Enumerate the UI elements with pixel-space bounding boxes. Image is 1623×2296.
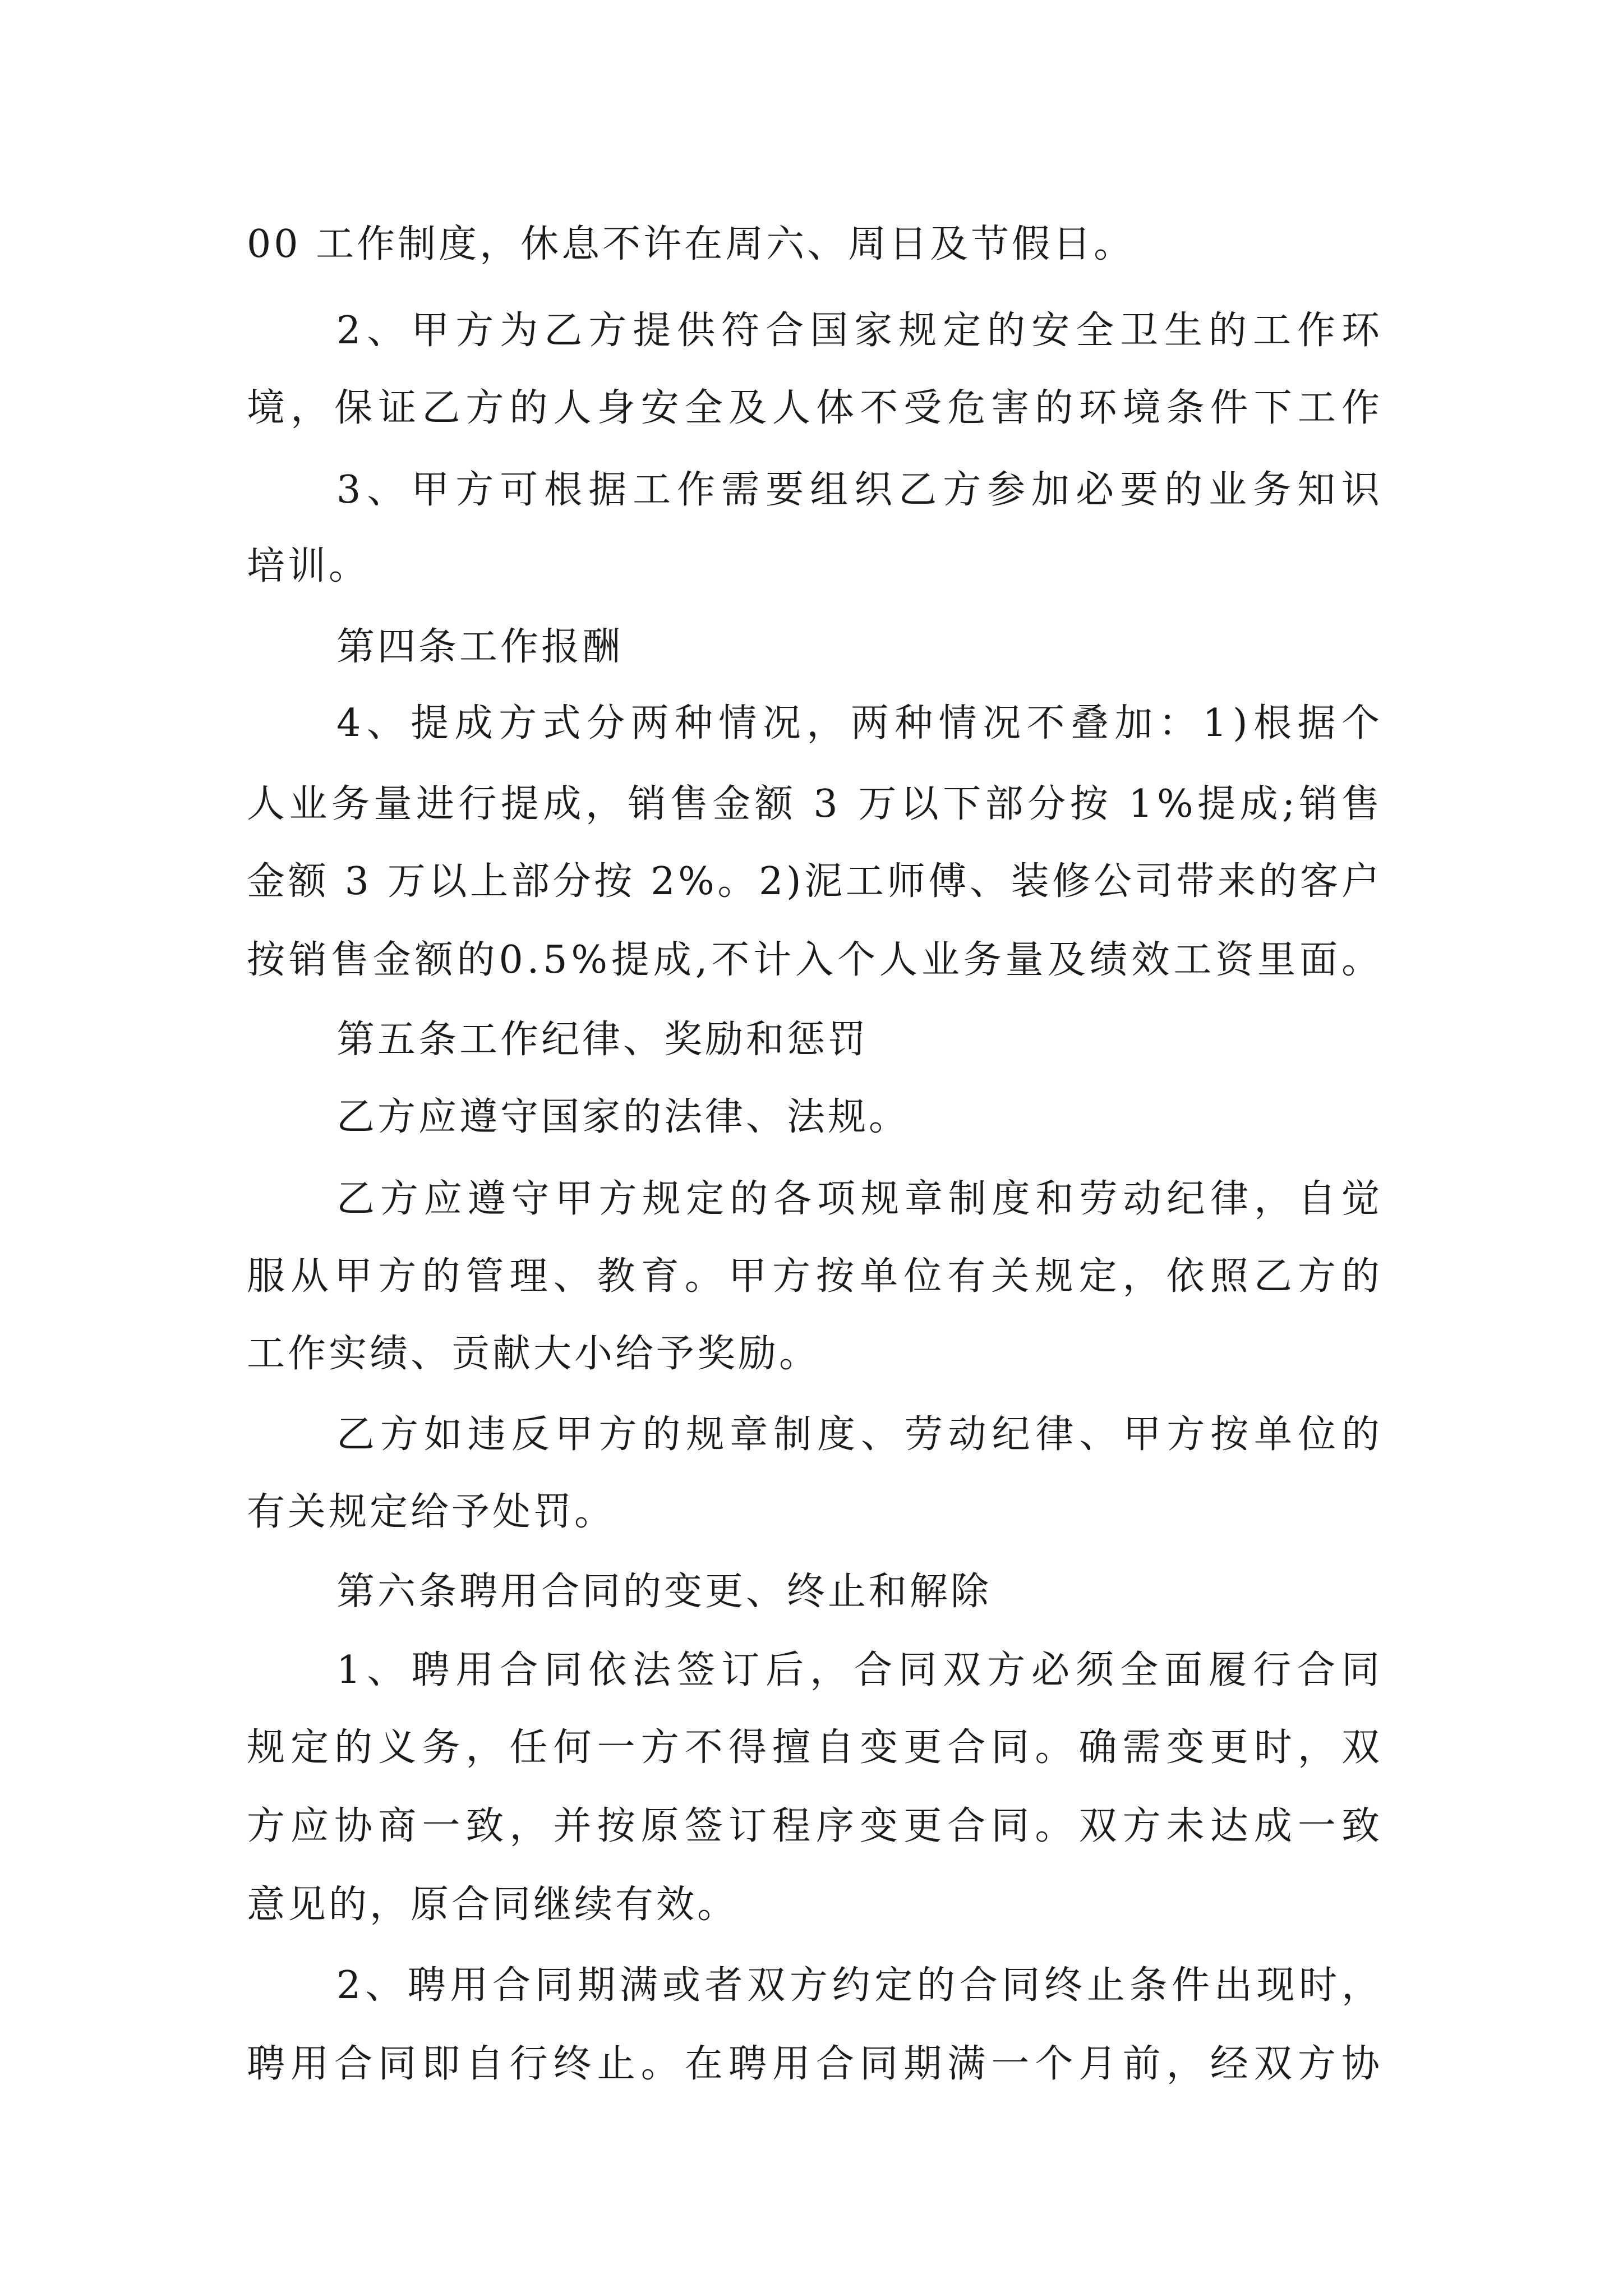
document-line: 2、甲方为乙方提供符合国家规定的安全卫生的工作环 <box>336 309 1386 353</box>
document-line: 境，保证乙方的人身安全及人体不受危害的环境条件下工作 <box>247 386 1386 430</box>
document-line: 意见的，原合同继续有效。 <box>247 1883 739 1927</box>
document-line: 聘用合同即自行终止。在聘用合同期满一个月前，经双方协 <box>247 2042 1386 2086</box>
document-line: 按销售金额的0.5%提成,不计入个人业务量及绩效工资里面。 <box>247 938 1384 982</box>
document-line: 第六条聘用合同的变更、终止和解除 <box>336 1570 992 1614</box>
document-line: 第四条工作报酬 <box>336 625 624 669</box>
document-line: 2、聘用合同期满或者双方约定的合同终止条件出现时， <box>336 1963 1384 2008</box>
document-line: 4、提成方式分两种情况，两种情况不叠加：1)根据个 <box>336 701 1386 746</box>
document-line: 工作实绩、贡献大小给予奖励。 <box>247 1332 820 1376</box>
document-line: 培训。 <box>247 544 370 588</box>
document-line: 第五条工作纪律、奖励和惩罚 <box>336 1018 869 1062</box>
document-line: 服从甲方的管理、教育。甲方按单位有关规定，依照乙方的 <box>247 1254 1386 1299</box>
document-line: 乙方应遵守甲方规定的各项规章制度和劳动纪律，自觉 <box>336 1177 1385 1221</box>
document-line: 00 工作制度，休息不许在周六、周日及节假日。 <box>247 222 1135 266</box>
document-line: 金额 3 万以上部分按 2%。2)泥工师傅、装修公司带来的客户 <box>247 859 1383 904</box>
document-line: 有关规定给予处罚。 <box>247 1490 616 1534</box>
document-line: 乙方如违反甲方的规章制度、劳动纪律、甲方按单位的 <box>336 1412 1385 1457</box>
document-line: 规定的义务，任何一方不得擅自变更合同。确需变更时，双 <box>247 1726 1386 1770</box>
document-line: 3、甲方可根据工作需要组织乙方参加必要的业务知识 <box>336 468 1386 512</box>
document-line: 乙方应遵守国家的法律、法规。 <box>336 1095 910 1139</box>
document-line: 人业务量进行提成，销售金额 3 万以下部分按 1%提成;销售 <box>247 782 1384 826</box>
document-line: 方应协商一致，并按原签订程序变更合同。双方未达成一致 <box>247 1804 1386 1848</box>
document-line: 1、聘用合同依法签订后，合同双方必须全面履行合同 <box>336 1648 1386 1692</box>
